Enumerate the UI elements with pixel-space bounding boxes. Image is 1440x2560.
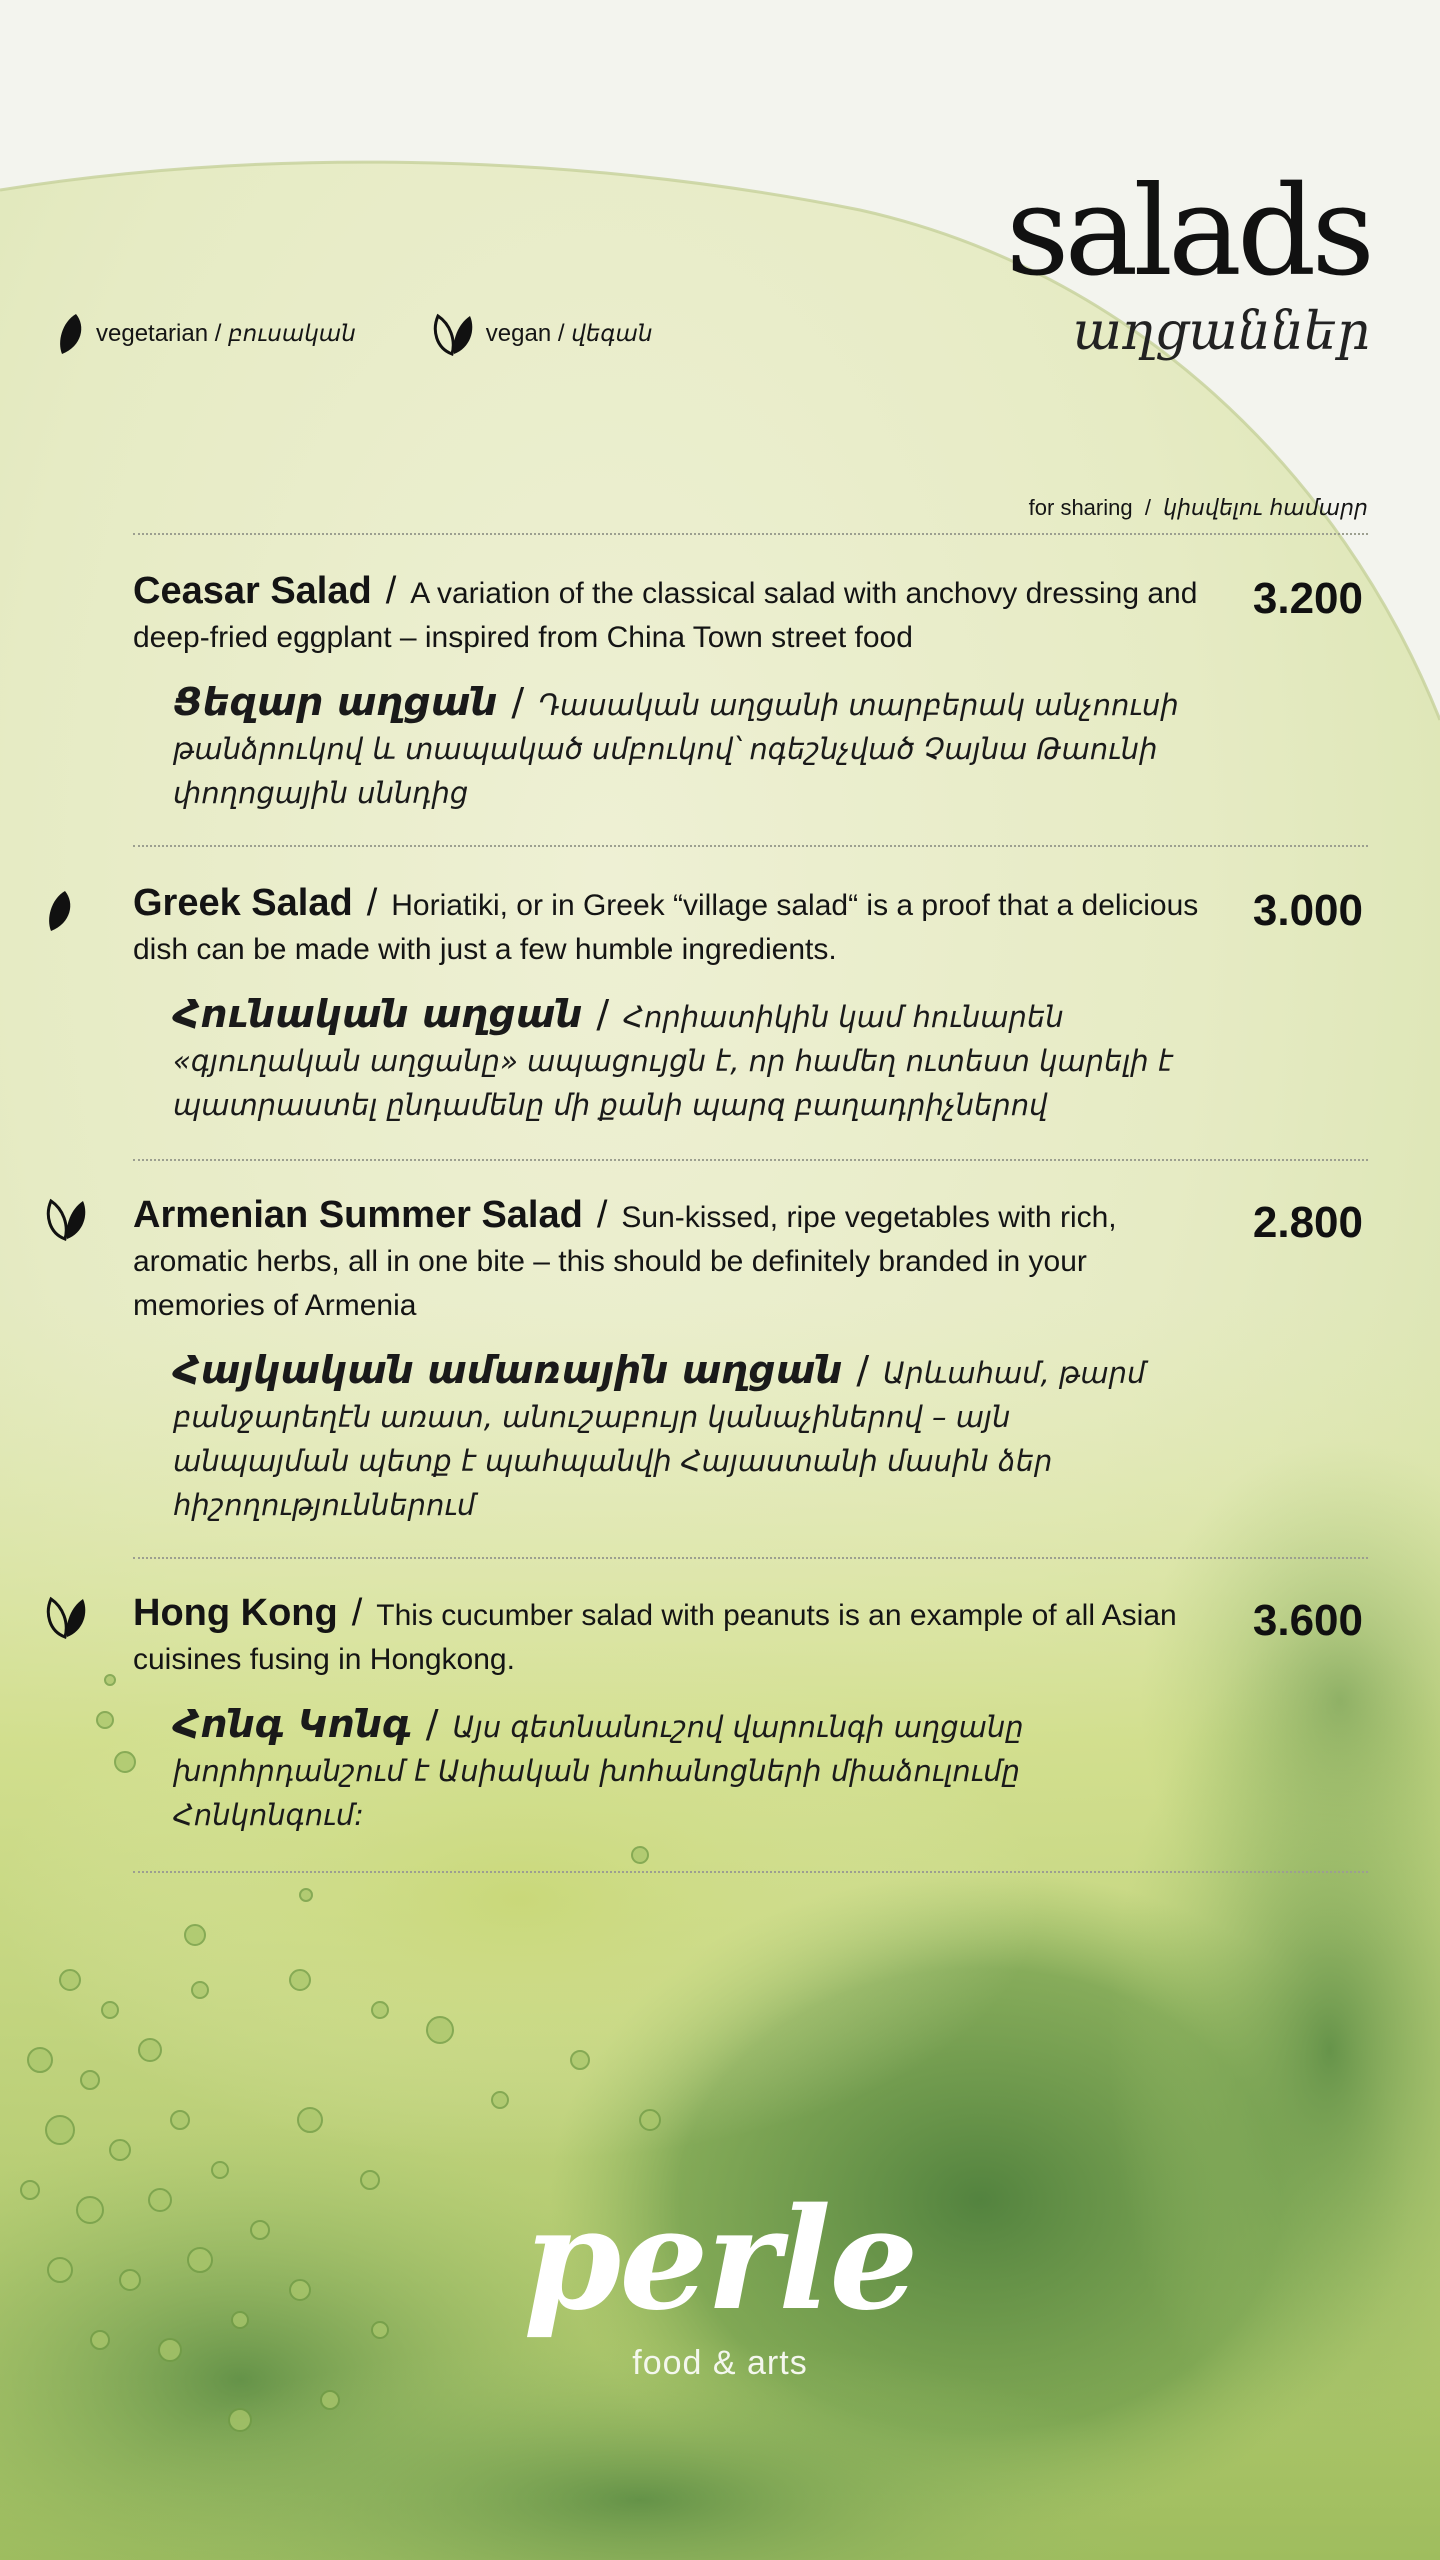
item-desc-hy: Հորիատիկին կամ հունարեն «գյուղական աղցանը» ապացույցն է, որ համեղ ուտեստ կարելի է պատրաստել ընդամենը մի քանի պարզ բաղադրիչներով (173, 1000, 1173, 1122)
legend-separator: / (551, 320, 572, 347)
item-description-en (133, 1193, 1203, 1328)
item-name-hy: Հայկական ամառային աղցան (173, 1348, 843, 1392)
sharing-separator: / (1132, 495, 1164, 520)
double-leaf-icon (45, 1197, 89, 1241)
item-name-en: Armenian Summer Salad (133, 1194, 583, 1236)
item-description-en (133, 569, 1203, 660)
sharing-hy: կիսվելու համարր (1163, 496, 1368, 521)
item-price: 3.600 (1252, 1596, 1363, 1645)
legend-vegan-en: vegan (485, 320, 552, 347)
sharing-note (1029, 495, 1368, 521)
legend-vegetarian-en: vegetarian (96, 320, 209, 347)
item-description-hy (173, 992, 1183, 1127)
logo-tagline: food & arts (632, 2344, 808, 2382)
item-desc-en: Sun-kissed, ripe vegetables with rich, aromatic herbs, all in one bite – this should be definitely branded in your memories of Armenia (133, 1201, 1117, 1322)
item-price: 2.800 (1252, 1198, 1363, 1247)
item-description-en (133, 881, 1203, 972)
item-desc-en: Horiatiki, or in Greek “village salad“ is a proof that a delicious dish can be made with just a few humble ingredients. (133, 889, 1199, 966)
item-separator: / (596, 992, 610, 1036)
page-title-armenian: աղցաններ (1072, 302, 1370, 362)
item-description-hy (173, 680, 1183, 815)
item-price: 3.000 (1252, 886, 1363, 935)
item-name-hy: Ցեզար աղցան (173, 680, 498, 724)
item-separator: / (351, 1592, 363, 1634)
menu-item-armenian-summer-salad (133, 1161, 1368, 1557)
legend-vegetarian-hy: բուսական (228, 321, 356, 347)
menu-item-greek-salad (133, 847, 1368, 1159)
item-separator: / (366, 882, 378, 924)
item-separator: / (385, 570, 397, 612)
brand-logo (0, 2178, 1440, 2383)
menu-item-ceasar-salad (133, 535, 1368, 845)
leaf-icon (45, 889, 75, 933)
item-desc-hy: Դասական աղցանի տարբերակ անչոուսի թանձրուկով և տապակած սմբուկով՝ ոգեշնչված Չայնա Թաունի փողոցային սննդից (173, 688, 1179, 810)
item-description-hy (173, 1702, 1183, 1837)
item-name-hy: Հոնգ Կոնգ (173, 1702, 412, 1746)
logo-wordmark: perle (523, 2178, 917, 2342)
item-price: 3.200 (1252, 574, 1363, 623)
item-separator: / (425, 1702, 439, 1746)
item-description-en (133, 1591, 1203, 1682)
legend-vegetarian (56, 312, 356, 356)
item-separator: / (856, 1348, 870, 1392)
menu-item-hong-kong (133, 1559, 1368, 1871)
item-desc-en: A variation of the classical salad with anchovy dressing and deep-fried eggplant – inspired from China Town street food (133, 577, 1198, 654)
legend-vegan-hy: վեգան (571, 321, 653, 347)
page-title: salads (1005, 160, 1370, 304)
legend-vegan (432, 312, 653, 356)
sharing-en: for sharing (1028, 495, 1133, 520)
salad-menu (133, 533, 1368, 1873)
double-leaf-icon (432, 312, 476, 356)
leaf-icon (56, 312, 86, 356)
legend-separator: / (208, 320, 229, 347)
item-name-en: Hong Kong (133, 1592, 338, 1634)
item-desc-hy: Այս գետնանուշով վարունգի աղցանը խորհրդանշում է Ասիական խոհանոցների միաձուլումը Հոնկոնգում: (173, 1710, 1024, 1832)
item-name-hy: Հունական աղցան (173, 992, 583, 1036)
diet-legend (56, 312, 728, 356)
item-desc-en: This cucumber salad with peanuts is an example of all Asian cuisines fusing in Hongkong. (133, 1599, 1177, 1676)
item-name-en: Greek Salad (133, 882, 353, 924)
item-desc-hy: Արևահամ, թարմ բանջարեղէն առատ, անուշաբույր կանաչիներով – այն անպայման պետք է պահպանվի Հայաստանի մասին ձեր հիշողություններում (173, 1356, 1146, 1522)
item-separator: / (511, 680, 525, 724)
divider (133, 1871, 1368, 1873)
item-separator: / (596, 1194, 608, 1236)
double-leaf-icon (45, 1595, 89, 1639)
item-name-en: Ceasar Salad (133, 570, 372, 612)
item-description-hy (173, 1348, 1183, 1527)
